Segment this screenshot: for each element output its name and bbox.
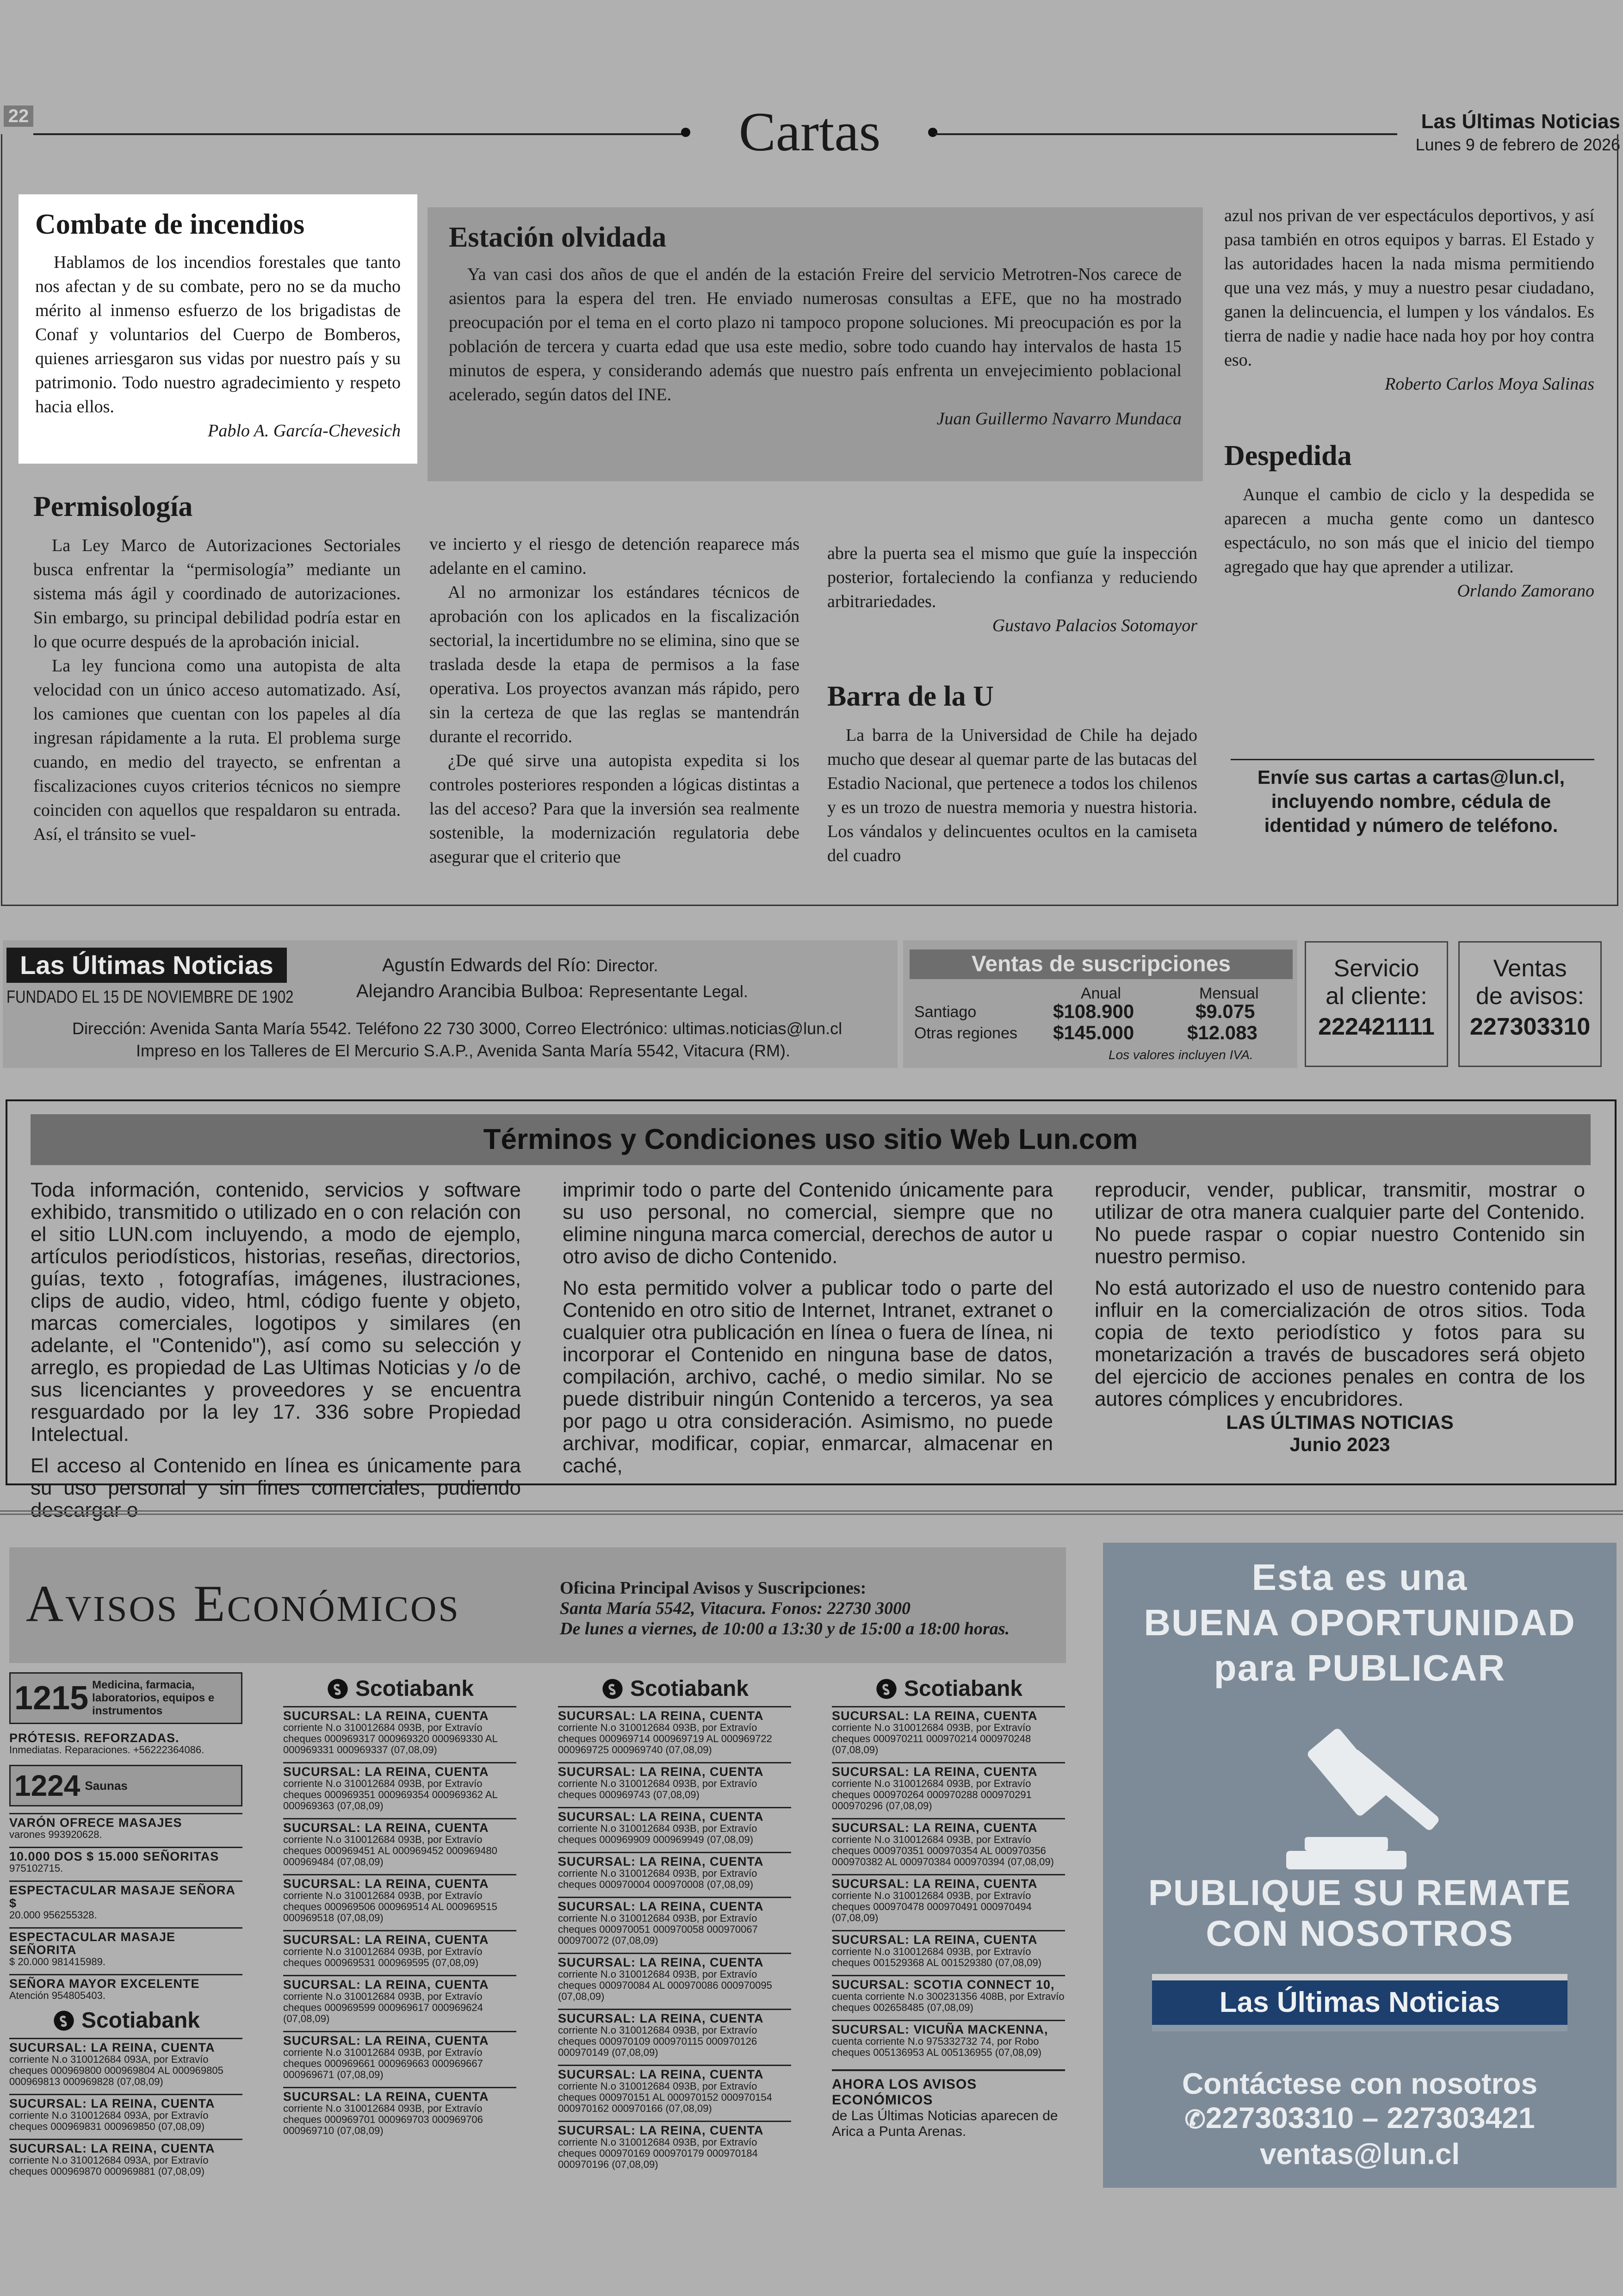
avisos-col3 xyxy=(558,1672,791,2177)
promo-remate xyxy=(1103,1872,1617,1954)
classified-ad xyxy=(283,2087,516,2136)
promo-brand-stripe-bottom xyxy=(1152,2025,1567,2031)
ad-body: corriente N.o 310012684 093B, por Extravío cheques 000969701 000969703 000969706 000969710 (07,08,09) xyxy=(283,2103,483,2136)
promo-line4: PUBLIQUE SU REMATE xyxy=(1148,1872,1572,1913)
ad-body: 20.000 956255328. xyxy=(9,1909,97,1921)
category-1215-label: Medicina, farmacia, laboratorios, equipos e instrumentos xyxy=(92,1679,215,1717)
ad-title: SUCURSAL: LA REINA, CUENTA xyxy=(283,1765,489,1779)
permisologia-p4: Al no armonizar los estándares técnicos de aprobación con los aplicados en la fiscalización sectorial, la incertidumbre no se elimina, sino que se traslada desde la etapa de permisos a la fase operativa. Los proyectos avanzan más rápido, pero sin la certeza de que las reglas se mantendrán durante el recorrido. xyxy=(429,583,799,746)
classified-ad xyxy=(283,1818,516,1868)
scotiabank-name: Scotiabank xyxy=(81,2008,200,2033)
category-1224-number: 1224 xyxy=(14,1769,81,1802)
ad-body: varones 993920628. xyxy=(9,1829,102,1840)
category-1224-label: Saunas xyxy=(85,1778,128,1793)
classified-ad xyxy=(558,1706,791,1756)
masthead-director xyxy=(382,955,658,976)
subs-row-otras xyxy=(914,1024,1284,1043)
director-role: Director. xyxy=(596,956,658,975)
terms-col1 xyxy=(31,1179,521,1521)
classified-ad xyxy=(558,2009,791,2058)
avisos-office xyxy=(560,1578,1059,1639)
masthead-printed: Impreso en los Talleres de El Mercurio S.A.P., Avenida Santa María 5542, Vitacura (RM). xyxy=(136,1041,791,1060)
classified-ad xyxy=(832,2020,1065,2058)
classified-ad xyxy=(283,1975,516,2024)
terms-sign-date: Junio 2023 xyxy=(1289,1433,1390,1455)
promo-phones: 227303310 – 227303421 xyxy=(1205,2101,1535,2135)
letter-despedida-signature: Orlando Zamorano xyxy=(1457,581,1594,601)
ad-body: corriente N.o 310012684 093B, por Extravío cheques 000970084 AL 000970086 000970095 (07,08,09) xyxy=(558,1968,772,2002)
letter-barra-signature: Roberto Carlos Moya Salinas xyxy=(1385,374,1594,394)
subscriptions-title: Ventas de suscripciones xyxy=(910,949,1293,979)
ad-body: corriente N.o 310012684 093B, por Extravío cheques 000970004 000970008 (07,08,09) xyxy=(558,1868,757,1890)
gavel-icon xyxy=(1258,1712,1462,1879)
ad-title: SUCURSAL: LA REINA, CUENTA xyxy=(558,1810,764,1824)
subs-col-annual: Anual xyxy=(1081,985,1121,1002)
subs-monthly: $9.075 xyxy=(1196,1000,1255,1022)
office-address: Santa María 5542, Vitacura. Fonos: 22730 3000 xyxy=(560,1599,911,1618)
ad-title: 10.000 DOS $ 15.000 SEÑORITAS xyxy=(9,1849,219,1863)
ad-title: PRÓTESIS. REFORZADAS. xyxy=(9,1731,180,1745)
classified-ad xyxy=(9,2038,242,2087)
letter-estacion-title: Estación olvidada xyxy=(449,222,667,253)
terms-signature xyxy=(1095,1411,1585,1456)
ad-body: corriente N.o 310012684 093B, por Extravío cheques 000969743 (07,08,09) xyxy=(558,1778,757,1800)
letter-permisologia-col1 xyxy=(33,490,401,846)
classified-ad xyxy=(558,2065,791,2114)
ad-body: Atención 954805403. xyxy=(9,1990,105,2001)
office-hours: De lunes a viernes, de 10:00 a 13:30 y de 15:00 a 18:00 horas. xyxy=(560,1619,1010,1638)
legal-role: Representante Legal. xyxy=(588,982,748,1001)
ad-title: SUCURSAL: LA REINA, CUENTA xyxy=(558,1855,764,1868)
ad-title: SUCURSAL: LA REINA, CUENTA xyxy=(9,2141,215,2155)
ad-title: SUCURSAL: LA REINA, CUENTA xyxy=(832,1765,1038,1779)
promo-line2: BUENA OPORTUNIDAD xyxy=(1144,1602,1576,1643)
avisos-col2 xyxy=(283,1672,516,2143)
header-paper-name: Las Últimas Noticias xyxy=(1421,110,1620,133)
promo-headline xyxy=(1103,1555,1617,1691)
ad-body: Inmediatas. Reparaciones. +56222364086. xyxy=(9,1744,204,1756)
ad-title: SUCURSAL: LA REINA, CUENTA xyxy=(558,2011,764,2025)
scotiabank-icon xyxy=(326,1677,350,1701)
permisologia-p2: La ley funciona como una autopista de alta velocidad con un único acceso automatizado. Así, los camiones que cuentan con los papeles al día ingresan rápidamente a la ruta. El problema surge cuando, en medio del trayecto, se enfrentan a fiscalizaciones cuyos criterios técnicos no siempre coinciden con aquellos que respaldaron su entrada. Así, el tránsito se vuel- xyxy=(33,656,401,844)
ad-body: corriente N.o 310012684 093B, por Extravío cheques 000970109 000970115 000970126 000970149 (07,08,09) xyxy=(558,2024,757,2058)
classified-ad xyxy=(9,1880,242,1921)
letter-permisologia-col3 xyxy=(827,541,1197,638)
ad-sales-phone: 227303310 xyxy=(1469,1013,1591,1040)
scotiabank-icon xyxy=(874,1677,898,1701)
terms-col2 xyxy=(563,1179,1053,1477)
ad-title: ESPECTACULAR MASAJE SEÑORITA xyxy=(9,1930,176,1957)
ad-body: corriente N.o 310012684 093B, por Extravío cheques 000970051 000970058 000970067 000970072 (07,08,09) xyxy=(558,1912,758,1946)
ad-body: cuenta corriente N.o 975332732 74, por Robo cheques 005136953 AL 005136955 (07,08,09) xyxy=(832,2035,1042,2058)
classified-ad xyxy=(283,1874,516,1924)
ad-title: SUCURSAL: LA REINA, CUENTA xyxy=(832,1877,1038,1891)
masthead-founded: FUNDADO EL 15 DE NOVIEMBRE DE 1902 xyxy=(6,987,294,1007)
ad-title: SUCURSAL: LA REINA, CUENTA xyxy=(558,1955,764,1969)
phone-icon: ✆ xyxy=(1184,2106,1206,2134)
ad-protesis xyxy=(9,1730,242,1756)
permisologia-p5: ¿De qué sirve una autopista expedita si los controles posteriores responden a lógicas distintas a las del acceso? Para que la inversión sea realmente sostenible, la modernización regulatoria debe asegurar que el criterio que xyxy=(429,751,799,867)
letter-barra-body: La barra de la Universidad de Chile ha dejado mucho que desear al quemar parte de las butacas del Estadio Nacional, que pertenece a todos los chilenos y es un trozo de nuestra memoria y nuestra historia. Los vándalos y delincuentes ocultos en la camiseta del cuadro xyxy=(827,726,1197,865)
letter-barra xyxy=(827,680,1197,868)
classified-ad xyxy=(558,2121,791,2170)
ad-sales-label1: Ventas xyxy=(1493,955,1567,982)
ad-title: SUCURSAL: LA REINA, CUENTA xyxy=(283,1877,489,1891)
classified-ad xyxy=(832,1818,1065,1868)
masthead-address: Dirección: Avenida Santa María 5542. Teléfono 22 730 3000, Correo Electrónico: ultimas.noticias@lun.cl xyxy=(72,1019,842,1038)
ad-title: SUCURSAL: LA REINA, CUENTA xyxy=(558,1765,764,1779)
letter-combate-body: Hablamos de los incendios forestales que tanto nos afectan y de su combate, pero no se da mucho mérito al inmenso esfuerzo de los brigadistas de Conaf y voluntarios del Cuerpo de Bomberos, quienes arriesgaron sus vidas por nuestro país y su patrimonio. Todo nuestro agradecimiento y respeto hacia ellos. xyxy=(35,253,401,416)
ad-body: corriente N.o 310012684 093B, por Extravío cheques 000969714 000969719 AL 000969722 000969725 000969740 (07,08,09) xyxy=(558,1722,772,1756)
letter-barra-title: Barra de la U xyxy=(827,681,994,712)
classified-ad xyxy=(832,1930,1065,1968)
legal-name: Alejandro Arancibia Bulboa: xyxy=(356,981,584,1001)
ad-body: corriente N.o 310012684 093B, por Extravío cheques 000969599 000969617 000969624 (07,08,09) xyxy=(283,1991,483,2024)
subs-region: Otras regiones xyxy=(914,1024,1017,1042)
scotiabank-name: Scotiabank xyxy=(904,1676,1023,1701)
ad-title: SUCURSAL: LA REINA, CUENTA xyxy=(283,1709,489,1723)
ad-body: corriente N.o 310012684 093B, por Extravío cheques 000969909 000969949 (07,08,09) xyxy=(558,1823,757,1845)
letter-barra-continuation xyxy=(1224,204,1594,396)
footer-note-title: AHORA LOS AVISOS ECONÓMICOS xyxy=(832,2077,977,2108)
letter-despedida-body: Aunque el cambio de ciclo y la despedida se aparecen a mucha gente como un dantesco espectáculo, no son más que el inicio del tiempo agregado que hay que aprender a utilizar. xyxy=(1224,485,1594,577)
letter-estacion-signature: Juan Guillermo Navarro Mundaca xyxy=(936,409,1182,428)
promo-line1: Esta es una xyxy=(1251,1557,1468,1598)
ad-body: corriente N.o 310012684 093B, por Extravío cheques 000970478 000970491 000970494 (07,08,09) xyxy=(832,1890,1032,1924)
permisologia-p6: abre la puerta sea el mismo que guíe la inspección posterior, fortaleciendo la confianza y reduciendo arbitrariedades. xyxy=(827,544,1197,611)
classified-ad xyxy=(832,1874,1065,1924)
scotiabank-icon xyxy=(52,2009,76,2033)
ad-title: SUCURSAL: VICUÑA MACKENNA, xyxy=(832,2023,1048,2036)
subs-annual: $145.000 xyxy=(1053,1022,1134,1043)
ad-body: corriente N.o 310012684 093B, por Extravío cheques 000969506 000969514 AL 000969515 000969518 (07,08,09) xyxy=(283,1890,497,1924)
letter-permisologia-title: Permisología xyxy=(33,491,193,522)
promo-line5: CON NOSOTROS xyxy=(1206,1913,1514,1954)
avisos-title: Avisos Económicos xyxy=(26,1575,460,1632)
ad-body: $ 20.000 981415989. xyxy=(9,1956,105,1967)
ad-title: SUCURSAL: LA REINA, CUENTA xyxy=(558,2123,764,2137)
masthead-legal xyxy=(356,981,748,1002)
terms-p5: reproducir, vender, publicar, transmitir, mostrar o utilizar de otra manera cualquier parte del Contenido. No puede raspar o copiar nuestro Contenido sin nuestro permiso. xyxy=(1095,1179,1585,1268)
ad-title: SUCURSAL: LA REINA, CUENTA xyxy=(832,1933,1038,1947)
avisos-footer-note xyxy=(832,2069,1065,2140)
classified-ad xyxy=(283,1706,516,1756)
terms-sign-name: LAS ÚLTIMAS NOTICIAS xyxy=(1226,1411,1454,1433)
scotiabank-name: Scotiabank xyxy=(630,1676,749,1701)
category-1215-number: 1215 xyxy=(14,1680,89,1717)
ad-body: corriente N.o 310012684 093B, por Extravío cheques 000970264 000970288 000970291 000970296 (07,08,09) xyxy=(832,1778,1032,1812)
service-label1: Servicio xyxy=(1333,955,1419,982)
letter-permisologia-signature: Gustavo Palacios Sotomayor xyxy=(992,616,1197,635)
service-phone: 222421111 xyxy=(1318,1013,1435,1040)
ad-title: SUCURSAL: LA REINA, CUENTA xyxy=(558,1709,764,1723)
permisologia-p3: ve incierto y el riesgo de detención reaparece más adelante en el camino. xyxy=(429,534,799,578)
classified-ad xyxy=(558,1807,791,1845)
footer-note-body: de Las Últimas Noticias aparecen de Arica a Punta Arenas. xyxy=(832,2108,1058,2139)
envie-cartas-note: Envíe sus cartas a cartas@lun.cl, incluyendo nombre, cédula de identidad y número de teléfono. xyxy=(1257,766,1565,836)
avisos-col4 xyxy=(832,1672,1065,2146)
letter-combate xyxy=(19,194,417,464)
ad-title: SUCURSAL: LA REINA, CUENTA xyxy=(283,1978,489,1992)
customer-service-box xyxy=(1305,941,1448,1067)
ad-title: ESPECTACULAR MASAJE SEÑORA $ xyxy=(9,1883,235,1910)
letter-combate-signature: Pablo A. García-Chevesich xyxy=(208,421,401,441)
envie-rule xyxy=(1231,759,1594,760)
ad-body: corriente N.o 310012684 093A, por Extravío cheques 000969870 000969881 (07,08,09) xyxy=(9,2154,209,2177)
subs-note: Los valores incluyen IVA. xyxy=(1109,1048,1253,1062)
classified-ad xyxy=(9,1927,242,1967)
classified-ad xyxy=(9,2139,242,2177)
classified-ad xyxy=(832,1706,1065,1756)
subs-row-santiago xyxy=(914,1000,1284,1022)
classified-ad xyxy=(9,1974,242,2001)
ad-body: cuenta corriente N.o 300231356 408B, por Extravío cheques 002658485 (07,08,09) xyxy=(832,1991,1065,2013)
classified-ad xyxy=(9,2094,242,2132)
ad-body: corriente N.o 310012684 093B, por Extravío cheques 000970211 000970214 000970248 (07,08,09) xyxy=(832,1722,1031,1756)
terms-p4: No esta permitido volver a publicar todo o parte del Contenido en otro sitio de Internet, Intranet, extranet o cualquier otra publicación en línea o fuera de línea, ni incorporar el Contenido en ninguna base de datos, compilación, archivo, caché, o medio similar. No se puede distribuir ningún Contenido a terceros, ya sea por pago u otra consideración. Asimismo, no puede archivar, modificar, copiar, enmarcar, almacenar en caché, xyxy=(563,1277,1053,1477)
ad-body: corriente N.o 310012684 093B, por Extravío cheques 000969451 AL 000969452 000969480 000969484 (07,08,09) xyxy=(283,1834,497,1868)
ad-body: 975102715. xyxy=(9,1862,63,1874)
ad-title: SEÑORA MAYOR EXCELENTE xyxy=(9,1977,200,1991)
promo-phones-row xyxy=(1103,2101,1617,2137)
service-label2: al cliente: xyxy=(1326,983,1427,1010)
scotiabank-logo xyxy=(283,1676,516,1701)
ad-body: corriente N.o 310012684 093A, por Extravío cheques 000969831 000969850 (07,08,09) xyxy=(9,2110,209,2132)
letter-estacion xyxy=(427,207,1203,481)
promo-line3: para PUBLICAR xyxy=(1214,1647,1506,1688)
ad-title: SUCURSAL: LA REINA, CUENTA xyxy=(832,1709,1038,1723)
promo-email: ventas@lun.cl xyxy=(1259,2137,1460,2171)
classified-ad xyxy=(9,1813,242,1840)
terms-col3 xyxy=(1095,1179,1585,1410)
letter-combate-title: Combate de incendios xyxy=(35,209,305,240)
ad-title: SUCURSAL: LA REINA, CUENTA xyxy=(9,2097,215,2110)
ad-body: corriente N.o 310012684 093B, por Extravío cheques 000970351 000970354 AL 000970356 000970382 AL 000970384 000970394 (07,08,09) xyxy=(832,1834,1054,1868)
subs-monthly: $12.083 xyxy=(1187,1022,1258,1043)
promo-brand-stripe-top xyxy=(1152,1974,1567,1980)
scotiabank-icon xyxy=(601,1677,625,1701)
classified-ad xyxy=(9,1847,242,1874)
classified-ad xyxy=(558,1762,791,1800)
promo-contact-line: Contáctese con nosotros xyxy=(1182,2067,1538,2100)
section-divider xyxy=(0,1510,1623,1515)
classified-ad xyxy=(283,1762,516,1812)
ad-body: corriente N.o 310012684 093A, por Extravío cheques 000969800 000969804 AL 000969805 000969813 000969828 (07,08,09) xyxy=(9,2054,223,2087)
ad-body: corriente N.o 310012684 093B, por Extravío cheques 000970169 000970179 000970184 000970196 (07,08,09) xyxy=(558,2136,758,2170)
terms-title: Términos y Condiciones uso sitio Web Lun.com xyxy=(31,1114,1591,1165)
header-date: Lunes 9 de febrero de 2026 xyxy=(1415,135,1620,154)
terms-p1: Toda información, contenido, servicios y software exhibido, transmitido o utilizado en o con relación con el sitio LUN.com incluyendo, a modo de ejemplo, artículos periodísticos, historias, reseñas, directorios, guías, texto , fotografías, imágenes, ilustraciones, clips de audio, video, html, código fuente y objeto, marcas comerciales, logotipos y similares (en adelante, el "Contenido"), así como su selección y arreglo, es propiedad de Las Ultimas Noticias y /o de sus licenciantes y proveedores y se encuentra resguardado por la ley 17. 336 sobre Propiedad Intelectual. xyxy=(31,1179,521,1446)
classified-ad xyxy=(558,1953,791,2002)
ad-sales-label2: de avisos: xyxy=(1475,983,1585,1010)
avisos-col1 xyxy=(9,1672,242,2184)
ad-title: SUCURSAL: LA REINA, CUENTA xyxy=(283,2090,489,2104)
masthead-logo: Las Últimas Noticias xyxy=(6,948,287,983)
page-number: 22 xyxy=(4,105,33,127)
classified-ad xyxy=(283,2031,516,2080)
subs-region: Santiago xyxy=(914,1003,977,1021)
ad-title: SUCURSAL: LA REINA, CUENTA xyxy=(9,2041,215,2054)
terms-p3: imprimir todo o parte del Contenido únicamente para su uso personal, no comercial, siempre que no elimine ninguna marca comercial, derechos de autor u otro aviso de dicho Contenido. xyxy=(563,1179,1053,1268)
scotiabank-logo xyxy=(9,2008,242,2033)
letter-permisologia-col2 xyxy=(429,532,799,869)
permisologia-p1: La Ley Marco de Autorizaciones Sectoriales busca enfrentar la “permisología” mediante un sistema más ágil y coordinado de autorizaciones. Sin embargo, su principal debilidad podría estar en lo que ocurre después de la aprobación inicial. xyxy=(33,536,401,652)
classified-ad xyxy=(558,1852,791,1890)
director-name: Agustín Edwards del Río: xyxy=(382,955,591,975)
ad-title: SUCURSAL: LA REINA, CUENTA xyxy=(832,1821,1038,1835)
terms-p2: El acceso al Contenido en línea es únicamente para su uso personal y sin fines comerciales, pudiendo descargar o xyxy=(31,1454,521,1521)
letter-estacion-body: Ya van casi dos años de que el andén de la estación Freire del servicio Metrotren-Nos carece de asientos para la espera del tren. He enviado numerosas consultas a EFE, que no ha mostrado preocupación por el tema en el corto plazo ni tampoco propone soluciones. Mi preocupación es por la población de tercera y cuarta edad que usa este medio, sobre todo cuando hay intervalos de hasta 15 minutos de espera, y considerando además que nuestro país enfrenta un envejecimiento poblacional acelerado, según datos del INE. xyxy=(449,265,1182,404)
terms-p6: No está autorizado el uso de nuestro contenido para influir en la comercialización de otros sitios. Toda copia de texto periodístico y fotos para su monetarización a través de buscadores será objeto del ejercicio de acciones penales en contra de los autores cómplices y encubridores. xyxy=(1095,1277,1585,1410)
ad-body: corriente N.o 310012684 093B, por Extravío cheques 001529368 AL 001529380 (07,08,09) xyxy=(832,1946,1042,1968)
classified-ad xyxy=(832,1975,1065,2013)
classified-ad xyxy=(283,1930,516,1968)
ad-title: SUCURSAL: SCOTIA CONNECT 10, xyxy=(832,1978,1055,1992)
letter-despedida xyxy=(1224,440,1594,603)
ad-title: SUCURSAL: LA REINA, CUENTA xyxy=(283,1933,489,1947)
ad-title: SUCURSAL: LA REINA, CUENTA xyxy=(558,1899,764,1913)
classified-ad xyxy=(832,1762,1065,1812)
subs-annual: $108.900 xyxy=(1053,1000,1134,1022)
scotiabank-name: Scotiabank xyxy=(355,1676,474,1701)
letter-barra-cont-body: azul nos privan de ver espectáculos deportivos, y así pasa también en otros equipos y barras. El Estado y las autoridades hacen la nada misma permitiendo que una vez más, y muy a nuestro pesar ciudadano, ganen la delincuencia, el lumpen y los vándalos. Es tierra de nadie y nadie hace nada hoy por hoy contra eso. xyxy=(1224,206,1594,370)
ad-body: corriente N.o 310012684 093B, por Extravío cheques 000969661 000969663 000969667 000969671 (07,08,09) xyxy=(283,2047,483,2080)
promo-brand: Las Últimas Noticias xyxy=(1152,1980,1567,2025)
subs-col-monthly: Mensual xyxy=(1199,985,1259,1002)
letter-despedida-title: Despedida xyxy=(1224,440,1352,472)
category-1215 xyxy=(9,1672,242,1724)
ad-sales-box xyxy=(1458,941,1602,1067)
ad-title: SUCURSAL: LA REINA, CUENTA xyxy=(283,2034,489,2048)
ad-body: corriente N.o 310012684 093B, por Extravío cheques 000969531 000969595 (07,08,09) xyxy=(283,1946,483,1968)
section-title: Cartas xyxy=(738,101,881,162)
ad-body: corriente N.o 310012684 093B, por Extravío cheques 000969317 000969320 000969330 AL 000969331 000969337 (07,08,09) xyxy=(283,1722,497,1756)
ad-body: corriente N.o 310012684 093B, por Extravío cheques 000969351 000969354 000969362 AL 000969363 (07,08,09) xyxy=(283,1778,497,1812)
ad-title: SUCURSAL: LA REINA, CUENTA xyxy=(283,1821,489,1835)
scotiabank-logo xyxy=(832,1676,1065,1701)
ad-title: VARÓN OFRECE MASAJES xyxy=(9,1816,182,1830)
classified-ad xyxy=(558,1897,791,1946)
ad-body: corriente N.o 310012684 093B, por Extravío cheques 000970151 AL 000970152 000970154 000970162 000970166 (07,08,09) xyxy=(558,2080,772,2114)
scotiabank-logo xyxy=(558,1676,791,1701)
category-1224 xyxy=(9,1765,242,1806)
office-title: Oficina Principal Avisos y Suscripciones: xyxy=(560,1578,867,1598)
ad-title: SUCURSAL: LA REINA, CUENTA xyxy=(558,2067,764,2081)
promo-contact xyxy=(1103,2066,1617,2171)
